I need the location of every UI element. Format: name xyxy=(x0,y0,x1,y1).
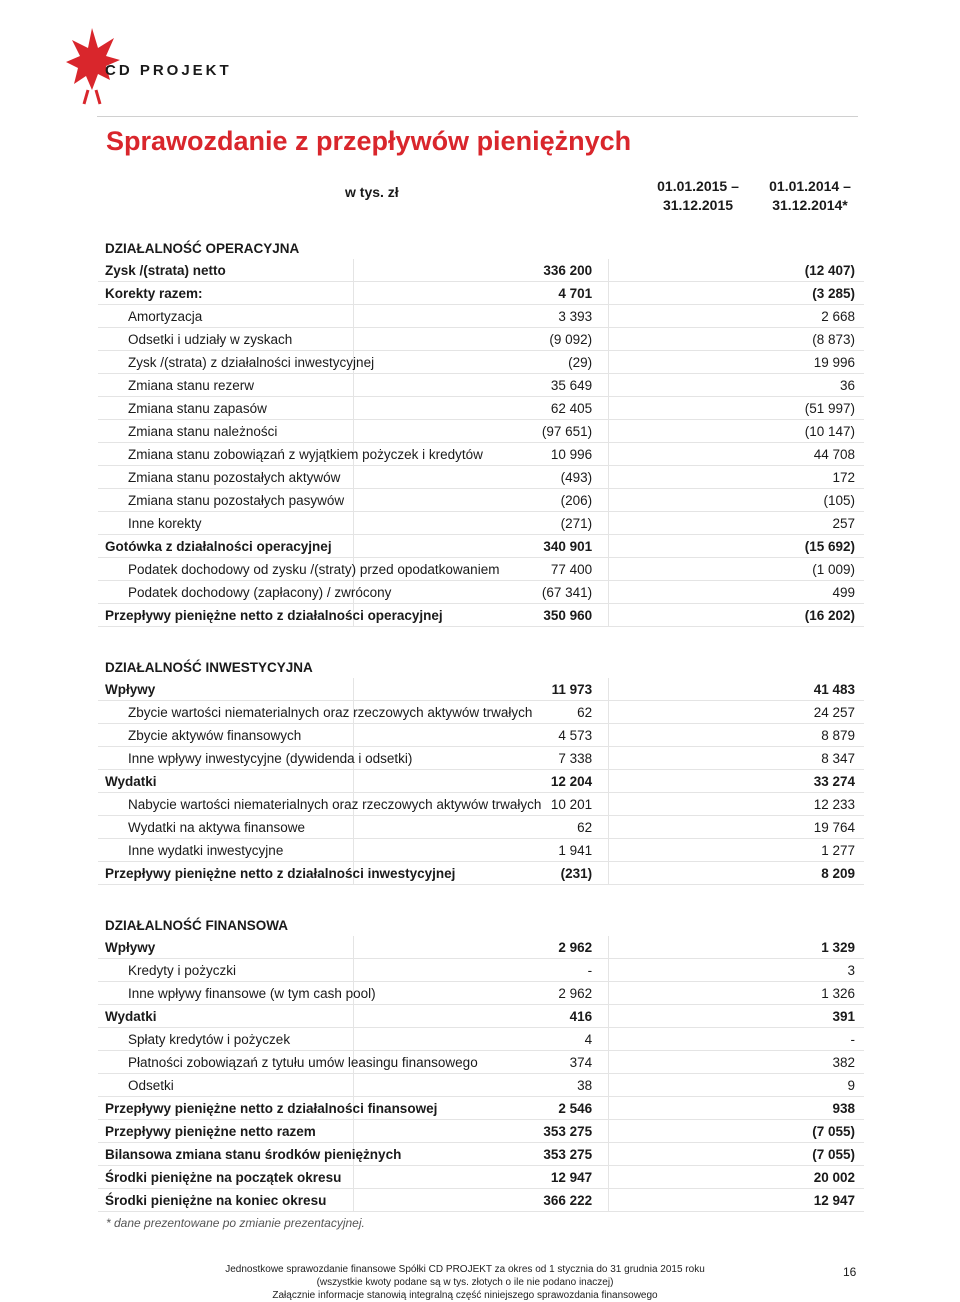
value-2014: 3 xyxy=(609,959,864,982)
row-label: Przepływy pieniężne netto z działalności operacyjnej xyxy=(98,604,353,627)
row-label: Przepływy pieniężne netto razem xyxy=(98,1120,353,1143)
table-row xyxy=(98,747,864,770)
value-2014: (51 997) xyxy=(609,397,864,420)
value-2015: 353 275 xyxy=(353,1120,608,1143)
value-2014: 8 209 xyxy=(609,862,864,885)
table-row xyxy=(98,724,864,747)
value-2014: 8 347 xyxy=(609,747,864,770)
value-2015: 62 xyxy=(353,701,608,724)
value-2015: 4 573 xyxy=(353,724,608,747)
table-row xyxy=(98,489,864,512)
value-2015: (9 092) xyxy=(353,328,608,351)
value-2015: 62 405 xyxy=(353,397,608,420)
unit-label: w tys. zł xyxy=(345,184,399,200)
row-label: Przepływy pieniężne netto z działalności inwestycyjnej xyxy=(98,862,353,885)
value-2014: 33 274 xyxy=(609,770,864,793)
value-2015: 4 xyxy=(353,1028,608,1051)
section-spacer xyxy=(98,627,864,648)
table-row xyxy=(98,443,864,466)
value-2015: (29) xyxy=(353,351,608,374)
period-2014-text: 01.01.2014 – 31.12.2014* xyxy=(769,178,851,213)
value-2015: 336 200 xyxy=(353,259,608,282)
row-label: Zmiana stanu pozostałych pasywów xyxy=(98,489,353,512)
value-2015: 7 338 xyxy=(353,747,608,770)
period-2015-header xyxy=(652,177,744,215)
footer-line-2: (wszystkie kwoty podane są w tys. złotych o ile nie podano inaczej) xyxy=(316,1277,614,1288)
value-2015: 11 973 xyxy=(353,678,608,701)
section-title: DZIAŁALNOŚĆ FINANSOWA xyxy=(105,918,288,933)
value-2015: 2 962 xyxy=(353,936,608,959)
value-2014: 19 996 xyxy=(609,351,864,374)
row-label: Zmiana stanu należności xyxy=(98,420,353,443)
table-row xyxy=(98,466,864,489)
row-label: Zbycie aktywów finansowych xyxy=(98,724,353,747)
section-heading xyxy=(98,905,864,936)
value-2015: - xyxy=(353,959,608,982)
table-row xyxy=(98,862,864,885)
table-row xyxy=(98,282,864,305)
row-label: Wydatki xyxy=(98,770,353,793)
row-label: Podatek dochodowy od zysku /(straty) przed opodatkowaniem xyxy=(98,558,353,581)
table-row xyxy=(98,512,864,535)
value-2014: (15 692) xyxy=(609,535,864,558)
table-row xyxy=(98,770,864,793)
table-row xyxy=(98,701,864,724)
value-2015: (97 651) xyxy=(353,420,608,443)
page-number: 16 xyxy=(843,1265,857,1279)
row-label: Zmiana stanu rezerw xyxy=(98,374,353,397)
value-2015: 416 xyxy=(353,1005,608,1028)
value-2015: (493) xyxy=(353,466,608,489)
value-2015: 3 393 xyxy=(353,305,608,328)
table-row xyxy=(98,558,864,581)
row-label: Spłaty kredytów i pożyczek xyxy=(98,1028,353,1051)
row-label: Środki pieniężne na koniec okresu xyxy=(98,1189,353,1212)
row-label: Kredyty i pożyczki xyxy=(98,959,353,982)
row-label: Gotówka z działalności operacyjnej xyxy=(98,535,353,558)
value-2014: (8 873) xyxy=(609,328,864,351)
row-label: Odsetki i udziały w zyskach xyxy=(98,328,353,351)
section-spacer xyxy=(98,885,864,906)
table-row xyxy=(98,535,864,558)
section-heading xyxy=(98,647,864,678)
table-row xyxy=(98,1074,864,1097)
value-2014: 9 xyxy=(609,1074,864,1097)
section-title: DZIAŁALNOŚĆ INWESTYCYJNA xyxy=(105,660,313,675)
row-label: Inne wpływy inwestycyjne (dywidenda i odsetki) xyxy=(98,747,353,770)
value-2014: 8 879 xyxy=(609,724,864,747)
table-row xyxy=(98,351,864,374)
value-2014: 19 764 xyxy=(609,816,864,839)
table-row xyxy=(98,1166,864,1189)
row-label: Zysk /(strata) z działalności inwestycyjnej xyxy=(98,351,353,374)
value-2014: 41 483 xyxy=(609,678,864,701)
value-2015: 35 649 xyxy=(353,374,608,397)
value-2014: (105) xyxy=(609,489,864,512)
value-2014: 1 326 xyxy=(609,982,864,1005)
table-row xyxy=(98,839,864,862)
table-row xyxy=(98,1097,864,1120)
table-row xyxy=(98,305,864,328)
page-footer xyxy=(200,1263,730,1302)
period-2014-header xyxy=(760,177,860,215)
table-row xyxy=(98,1051,864,1074)
table-row xyxy=(98,959,864,982)
value-2014: 20 002 xyxy=(609,1166,864,1189)
table-row xyxy=(98,581,864,604)
logo-text: CD PROJEKT xyxy=(105,62,232,79)
value-2015: 38 xyxy=(353,1074,608,1097)
row-label: Przepływy pieniężne netto z działalności finansowej xyxy=(98,1097,353,1120)
cash-flow-table xyxy=(98,228,864,1212)
period-2015-text: 01.01.2015 – 31.12.2015 xyxy=(657,178,739,213)
row-label: Nabycie wartości niematerialnych oraz rzeczowych aktywów trwałych xyxy=(98,793,353,816)
footnote: * dane prezentowane po zmianie prezentacyjnej. xyxy=(106,1216,365,1230)
value-2014: (16 202) xyxy=(609,604,864,627)
value-2015: 2 962 xyxy=(353,982,608,1005)
value-2014: (7 055) xyxy=(609,1143,864,1166)
value-2015: (67 341) xyxy=(353,581,608,604)
value-2014: 1 329 xyxy=(609,936,864,959)
value-2014: (12 407) xyxy=(609,259,864,282)
footer-line-3: Załącznie informacje stanowią integralną część niniejszego sprawozdania finansowego xyxy=(272,1290,658,1301)
table-row xyxy=(98,374,864,397)
value-2015: 353 275 xyxy=(353,1143,608,1166)
value-2015: 10 996 xyxy=(353,443,608,466)
table-row xyxy=(98,420,864,443)
row-label: Wydatki na aktywa finansowe xyxy=(98,816,353,839)
row-label: Bilansowa zmiana stanu środków pieniężnych xyxy=(98,1143,353,1166)
table-row xyxy=(98,1189,864,1212)
value-2014: 172 xyxy=(609,466,864,489)
table-row xyxy=(98,793,864,816)
value-2015: 77 400 xyxy=(353,558,608,581)
row-label: Wydatki xyxy=(98,1005,353,1028)
footer-line-1: Jednostkowe sprawozdanie finansowe Spółki CD PROJEKT za okres od 1 stycznia do 31 grudnia 2015 roku xyxy=(225,1264,705,1275)
value-2014: 257 xyxy=(609,512,864,535)
value-2014: 1 277 xyxy=(609,839,864,862)
value-2015: 4 701 xyxy=(353,282,608,305)
value-2014: 391 xyxy=(609,1005,864,1028)
value-2015: (271) xyxy=(353,512,608,535)
value-2014: 24 257 xyxy=(609,701,864,724)
section-heading xyxy=(98,228,864,259)
row-label: Inne wpływy finansowe (w tym cash pool) xyxy=(98,982,353,1005)
table-row xyxy=(98,1028,864,1051)
table-row xyxy=(98,982,864,1005)
table-row xyxy=(98,328,864,351)
row-label: Podatek dochodowy (zapłacony) / zwrócony xyxy=(98,581,353,604)
row-label: Korekty razem: xyxy=(98,282,353,305)
value-2014: 12 947 xyxy=(609,1189,864,1212)
value-2015: 1 941 xyxy=(353,839,608,862)
value-2015: 12 947 xyxy=(353,1166,608,1189)
section-title: DZIAŁALNOŚĆ OPERACYJNA xyxy=(105,241,300,256)
row-label: Zysk /(strata) netto xyxy=(98,259,353,282)
row-label: Amortyzacja xyxy=(98,305,353,328)
table-row xyxy=(98,1005,864,1028)
value-2014: (1 009) xyxy=(609,558,864,581)
row-label: Środki pieniężne na początek okresu xyxy=(98,1166,353,1189)
value-2015: 350 960 xyxy=(353,604,608,627)
value-2015: 340 901 xyxy=(353,535,608,558)
row-label: Zbycie wartości niematerialnych oraz rzeczowych aktywów trwałych xyxy=(98,701,353,724)
row-label: Inne korekty xyxy=(98,512,353,535)
value-2015: 374 xyxy=(353,1051,608,1074)
row-label: Płatności zobowiązań z tytułu umów leasingu finansowego xyxy=(98,1051,353,1074)
table-row xyxy=(98,936,864,959)
value-2014: 12 233 xyxy=(609,793,864,816)
value-2014: (3 285) xyxy=(609,282,864,305)
value-2014: - xyxy=(609,1028,864,1051)
value-2015: 2 546 xyxy=(353,1097,608,1120)
value-2014: 2 668 xyxy=(609,305,864,328)
row-label: Zmiana stanu zapasów xyxy=(98,397,353,420)
value-2014: 938 xyxy=(609,1097,864,1120)
page-title: Sprawozdanie z przepływów pieniężnych xyxy=(106,126,632,156)
value-2015: (231) xyxy=(353,862,608,885)
row-label: Zmiana stanu zobowiązań z wyjątkiem pożyczek i kredytów xyxy=(98,443,353,466)
header-rule xyxy=(97,116,858,117)
table-row xyxy=(98,1120,864,1143)
row-label: Inne wydatki inwestycyjne xyxy=(98,839,353,862)
row-label: Odsetki xyxy=(98,1074,353,1097)
table-row xyxy=(98,1143,864,1166)
value-2015: 12 204 xyxy=(353,770,608,793)
table-row xyxy=(98,678,864,701)
value-2014: (7 055) xyxy=(609,1120,864,1143)
value-2014: 36 xyxy=(609,374,864,397)
table-row xyxy=(98,259,864,282)
value-2015: 62 xyxy=(353,816,608,839)
value-2014: 382 xyxy=(609,1051,864,1074)
value-2014: 44 708 xyxy=(609,443,864,466)
value-2014: 499 xyxy=(609,581,864,604)
value-2015: (206) xyxy=(353,489,608,512)
table-row xyxy=(98,397,864,420)
table-row xyxy=(98,604,864,627)
table-row xyxy=(98,816,864,839)
value-2015: 10 201 xyxy=(353,793,608,816)
row-label: Wpływy xyxy=(98,678,353,701)
row-label: Wpływy xyxy=(98,936,353,959)
row-label: Zmiana stanu pozostałych aktywów xyxy=(98,466,353,489)
value-2014: (10 147) xyxy=(609,420,864,443)
value-2015: 366 222 xyxy=(353,1189,608,1212)
